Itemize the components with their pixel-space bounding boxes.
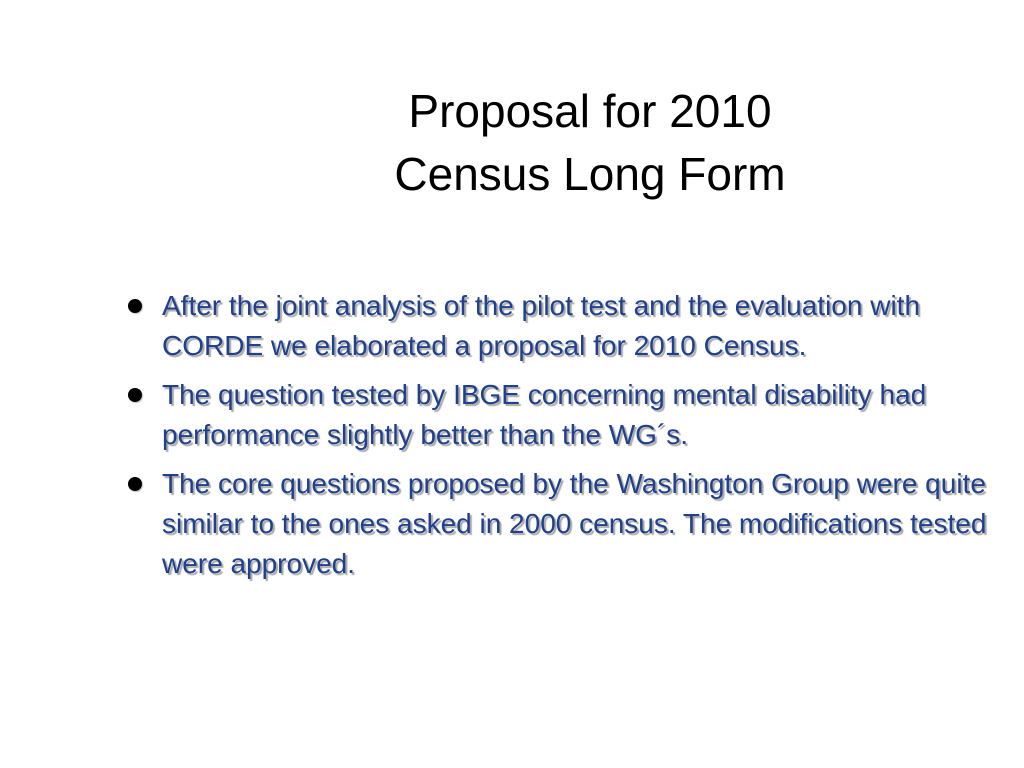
bullet-text-3: The core questions proposed by the Washington Group were quite similar to the ones asked in 2000 census. The modifications tested were approved. [162, 468, 987, 579]
bullet-icon [128, 388, 142, 402]
title-line-2: Census Long Form [394, 148, 786, 200]
bullet-icon [128, 477, 142, 491]
bullet-item-2 [128, 375, 1018, 455]
bullet-text-1: After the joint analysis of the pilot test and the evaluation with CORDE we elaborated a proposal for 2010 Census. [162, 290, 921, 361]
bullet-item-3 [128, 464, 1018, 584]
slide-title [330, 80, 850, 206]
title-line-1: Proposal for 2010 [408, 85, 772, 137]
bullet-list [128, 286, 1018, 593]
bullet-icon [128, 299, 142, 313]
bullet-item-1 [128, 286, 1018, 366]
bullet-text-2: The question tested by IBGE concerning mental disability had performance slightly better than the WG´s. [162, 379, 927, 450]
